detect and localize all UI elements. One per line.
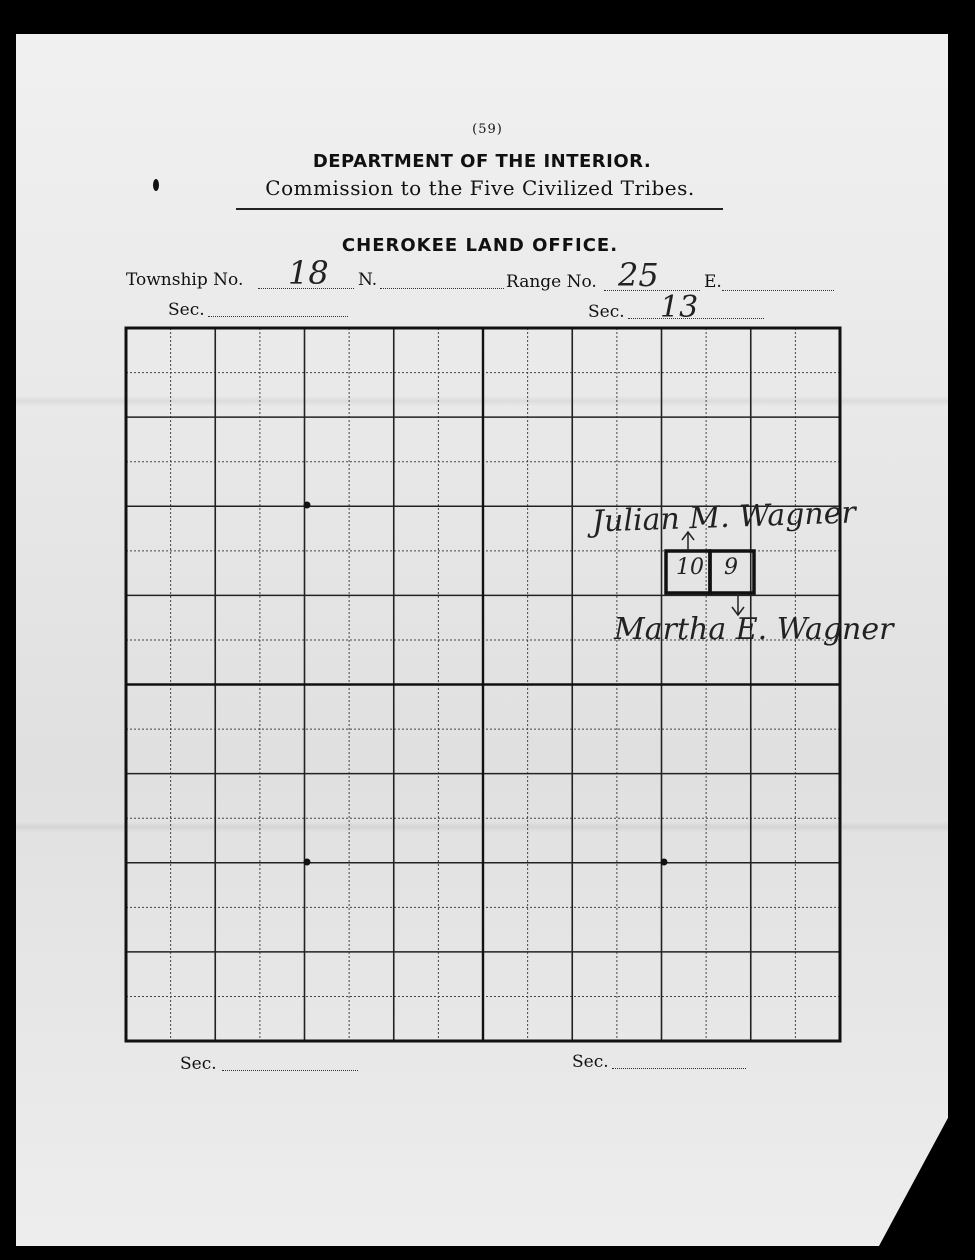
office-title: CHEROKEE LAND OFFICE. <box>341 235 619 256</box>
parcel-left-value: 10 <box>676 555 704 580</box>
township-label: Township No. <box>126 270 244 290</box>
township-value: 18 <box>288 254 329 292</box>
ink-blot <box>153 179 159 191</box>
sec-top-right-label: Sec. <box>588 302 625 322</box>
range-value: 25 <box>618 256 659 294</box>
sec-bottom-right-line <box>612 1068 746 1069</box>
sec-bottom-left-label: Sec. <box>180 1054 217 1074</box>
quarter-corner-dot <box>661 859 668 866</box>
owner-name-upper: Julian M. Wagner <box>591 495 857 540</box>
sec-top-right-value: 13 <box>660 290 699 325</box>
township-suffix: N. <box>358 270 378 290</box>
page-number: (59) <box>472 122 503 137</box>
quarter-corner-dot <box>304 502 311 509</box>
sec-bottom-left-line <box>222 1070 358 1071</box>
department-title: DEPARTMENT OF THE INTERIOR. <box>312 151 652 172</box>
commission-title: Commission to the Five Civilized Tribes. <box>265 176 695 200</box>
sec-top-left-label: Sec. <box>168 300 205 320</box>
owner-name-lower: Martha E. Wagner <box>614 612 894 647</box>
sec-bottom-right-label: Sec. <box>572 1052 609 1072</box>
parcel-right-value: 9 <box>724 555 738 580</box>
range-label: Range No. <box>506 272 597 292</box>
quarter-corner-dot <box>304 859 311 866</box>
range-suffix: E. <box>704 272 722 292</box>
